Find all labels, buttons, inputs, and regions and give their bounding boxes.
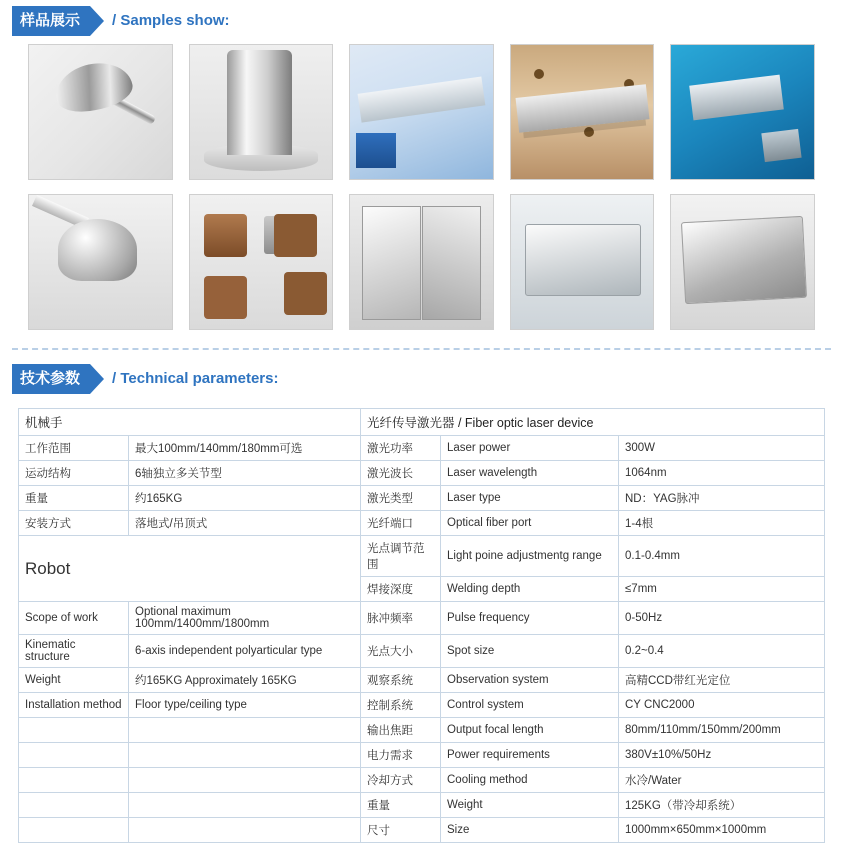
row-label-observation-cn: 观察系统 [361, 668, 441, 693]
row-value-kinematic-structure: 6-axis independent polyarticular type [129, 635, 361, 668]
table-row [19, 668, 825, 693]
empty-cell [129, 743, 361, 768]
row-value-weight-cn: 约165KG [129, 486, 361, 511]
row-value-scope-of-work: Optional maximum 100mm/1400mm/1800mm [129, 602, 361, 635]
sample-image-10[interactable] [670, 194, 815, 330]
row-label-welding-depth-cn: 焊接深度 [361, 577, 441, 602]
row-value-structure-cn: 6轴独立多关节型 [129, 461, 361, 486]
row-label-device-weight-en: Weight [441, 793, 619, 818]
row-label-focal-length-en: Output focal length [441, 718, 619, 743]
row-label-laser-type-cn: 激光类型 [361, 486, 441, 511]
samples-subtitle: / Samples show: [112, 12, 230, 29]
table-row [19, 486, 825, 511]
row-label-spot-size-en: Spot size [441, 635, 619, 668]
spec-table [18, 408, 825, 843]
empty-cell [129, 818, 361, 843]
row-label-cooling-en: Cooling method [441, 768, 619, 793]
row-value-weight-en: 约165KG Approximately 165KG [129, 668, 361, 693]
row-value-cooling: 水冷/Water [619, 768, 825, 793]
table-row [19, 635, 825, 668]
params-subtitle: / Technical parameters: [112, 370, 279, 387]
samples-section-header [12, 0, 831, 30]
row-label-weight-cn: 重量 [19, 486, 129, 511]
row-label-control-system-en: Control system [441, 693, 619, 718]
table-row [19, 693, 825, 718]
empty-cell [19, 718, 129, 743]
section-divider [12, 348, 831, 350]
row-value-wavelength: 1064nm [619, 461, 825, 486]
table-row [19, 718, 825, 743]
robot-title: Robot [19, 536, 361, 602]
row-label-installation-method: Installation method [19, 693, 129, 718]
sample-image-4[interactable] [510, 44, 655, 180]
table-header-row [19, 409, 825, 436]
row-value-observation: 高精CCD带红光定位 [619, 668, 825, 693]
row-label-pulse-frequency-cn: 脉冲频率 [361, 602, 441, 635]
sample-image-6[interactable] [28, 194, 173, 330]
row-value-laser-type: ND：YAG脉冲 [619, 486, 825, 511]
row-value-install-cn: 落地式/吊顶式 [129, 511, 361, 536]
params-tab-label: 技术参数 [12, 364, 90, 394]
sample-laptop-frames-icon [350, 195, 493, 329]
row-label-control-system-cn: 控制系统 [361, 693, 441, 718]
row-label-kinematic-structure: Kinematic structure [19, 635, 129, 668]
sample-large-metal-plate-icon [671, 195, 814, 329]
sample-image-9[interactable] [510, 194, 655, 330]
row-value-spot-size: 0.2~0.4 [619, 635, 825, 668]
row-label-fiber-port-en: Optical fiber port [441, 511, 619, 536]
row-label-pulse-frequency-en: Pulse frequency [441, 602, 619, 635]
header-robot: 机械手 [19, 409, 361, 436]
table-row [19, 511, 825, 536]
table-row [19, 743, 825, 768]
row-label-cooling-cn: 冷却方式 [361, 768, 441, 793]
empty-cell [19, 768, 129, 793]
sample-blue-sheet-metal-icon [671, 45, 814, 179]
row-label-laser-type-en: Laser type [441, 486, 619, 511]
sample-metal-tray-assembly-icon [511, 195, 654, 329]
sample-image-5[interactable] [670, 44, 815, 180]
row-label-welding-depth-en: Welding depth [441, 577, 619, 602]
row-value-fiber-port: 1-4根 [619, 511, 825, 536]
row-label-wavelength-en: Laser wavelength [441, 461, 619, 486]
sample-image-8[interactable] [349, 194, 494, 330]
row-label-laser-power-en: Laser power [441, 436, 619, 461]
row-label-spot-range-en: Light poine adjustmentg range [441, 536, 619, 577]
row-value-device-weight: 125KG（带冷却系统） [619, 793, 825, 818]
empty-cell [19, 793, 129, 818]
row-label-spot-size-cn: 光点大小 [361, 635, 441, 668]
spec-table-wrap [18, 408, 825, 843]
empty-cell [19, 743, 129, 768]
sample-image-2[interactable] [189, 44, 334, 180]
row-value-welding-depth: ≤7mm [619, 577, 825, 602]
row-label-fiber-port-cn: 光纤端口 [361, 511, 441, 536]
row-label-power-req-cn: 电力需求 [361, 743, 441, 768]
table-row [19, 768, 825, 793]
row-label-power-req-en: Power requirements [441, 743, 619, 768]
row-label-scope-of-work: Scope of work [19, 602, 129, 635]
sample-metal-cone-shaft-icon [29, 45, 172, 179]
table-row [19, 436, 825, 461]
sample-image-1[interactable] [28, 44, 173, 180]
row-value-control-system: CY CNC2000 [619, 693, 825, 718]
row-label-laser-power-cn: 激光功率 [361, 436, 441, 461]
params-section-header [12, 364, 831, 394]
sample-round-base-fitting-icon [29, 195, 172, 329]
row-label-size-en: Size [441, 818, 619, 843]
sample-wood-background-rail-icon [511, 45, 654, 179]
row-label-weight-en: Weight [19, 668, 129, 693]
sample-image-3[interactable] [349, 44, 494, 180]
row-label-observation-en: Observation system [441, 668, 619, 693]
row-value-laser-power: 300W [619, 436, 825, 461]
row-label-spot-range-cn: 光点调节范围 [361, 536, 441, 577]
table-row [19, 793, 825, 818]
empty-cell [129, 718, 361, 743]
table-row [19, 602, 825, 635]
sample-stainless-cylinder-icon [190, 45, 333, 179]
sample-copper-bushings-icon [190, 195, 333, 329]
row-label-focal-length-cn: 输出焦距 [361, 718, 441, 743]
row-value-installation-method: Floor type/ceiling type [129, 693, 361, 718]
row-value-pulse-frequency: 0-50Hz [619, 602, 825, 635]
samples-gallery [28, 44, 815, 330]
samples-tab-label: 样品展示 [12, 6, 90, 36]
row-value-work-range-cn: 最大100mm/140mm/180mm可选 [129, 436, 361, 461]
row-label-wavelength-cn: 激光波长 [361, 461, 441, 486]
row-value-power-req: 380V±10%/50Hz [619, 743, 825, 768]
empty-cell [129, 768, 361, 793]
row-value-size: 1000mm×650mm×1000mm [619, 818, 825, 843]
empty-cell [129, 793, 361, 818]
sample-image-7[interactable] [189, 194, 334, 330]
empty-cell [19, 818, 129, 843]
row-value-spot-range: 0.1-0.4mm [619, 536, 825, 577]
row-label-install-cn: 安装方式 [19, 511, 129, 536]
table-row [19, 461, 825, 486]
table-row [19, 536, 825, 577]
row-label-work-range-cn: 工作范围 [19, 436, 129, 461]
row-label-size-cn: 尺寸 [361, 818, 441, 843]
row-value-focal-length: 80mm/110mm/150mm/200mm [619, 718, 825, 743]
header-laser: 光纤传导激光器 / Fiber optic laser device [361, 409, 825, 436]
row-label-structure-cn: 运动结构 [19, 461, 129, 486]
table-row [19, 818, 825, 843]
row-label-device-weight-cn: 重量 [361, 793, 441, 818]
sample-blue-panel-strip-icon [350, 45, 493, 179]
